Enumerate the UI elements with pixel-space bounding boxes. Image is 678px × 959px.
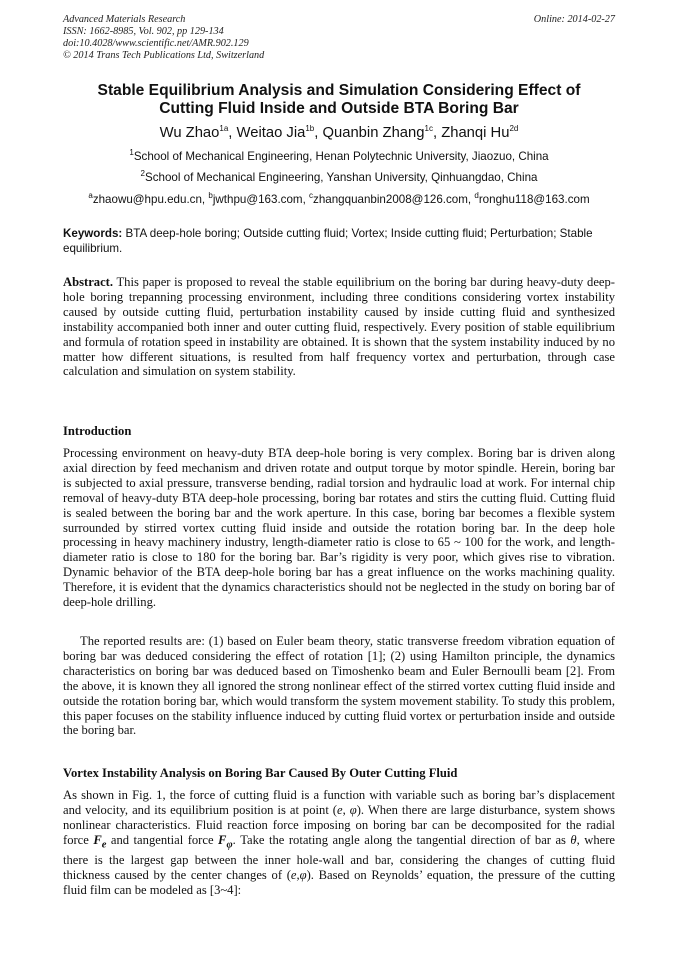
section-heading-introduction: Introduction bbox=[63, 424, 132, 438]
vortex-paragraph-1: As shown in Fig. 1, the force of cutting fluid is a function with variable such as boring bar’s displacement and velocity, and its equilibrium position is at point (e, φ). When there are large disturbance, system shows nonlinear characteristics. Fluid reaction force imposing on boring bar can be decomposited for the radial force $F_e$ and tangential force $F_\varphi$. Take the rotating angle along the tangential direction of bar as θ, where there is the largest gap between the inner hole-wall and bar, considering the changes of cutting fluid thickness caused by the center changes of (e,φ). Based on Reynolds’ equation, the pressure of the cutting fluid film can be modeled as [3~4]: bbox=[63, 788, 615, 897]
intro-paragraph-1: Processing environment on heavy-duty BTA deep-hole boring is very complex. Boring bar is driven along axial direction by feed mechanism and driven rotate and output torque by motor spindle. Herein, boring bar is subjected to axial pressure, transverse bending, radial torsion and hydraulic load at work. For internal chip removal of heavy-duty BTA deep-hole processing, boring bar rotates and stirs the cutting fluid. Cutting fluid is sealed between the boring bar and the work aperture. In this case, boring bar becomes a flexible system surrounded by stirred vortex cutting fluid inside and outside the rotation boring bar. In the deep hole processing in heavy machinery industry, length-diameter ratio is close to 65 ~ 100 for the work, and length-diameter ratio is close to 180 for the boring bar. Bar’s rigidity is very poor, which gives rise to vibration. Dynamic behavior of the BTA deep-hole boring bar has a great influence on the works machining quality. Therefore, it is evident that the dynamics characteristics should not be neglected in the study on boring bar of deep-hole drilling. bbox=[63, 446, 615, 610]
author: Quanbin Zhang bbox=[322, 125, 425, 141]
journal-name: Advanced Materials Research bbox=[63, 14, 186, 25]
email-link[interactable]: jwthpu@163.com, bbox=[212, 193, 310, 206]
abstract-label: Abstract. bbox=[63, 275, 114, 289]
author: Wu Zhao bbox=[159, 125, 220, 141]
running-header bbox=[63, 14, 615, 62]
author: Weitao Jia bbox=[236, 125, 306, 141]
doi-line: doi:10.4028/www.scientific.net/AMR.902.129 bbox=[63, 38, 249, 49]
section-heading-vortex: Vortex Instability Analysis on Boring Bar Caused By Outer Cutting Fluid bbox=[63, 766, 458, 780]
online-date: Online: 2014-02-27 bbox=[533, 14, 615, 25]
keywords-label: Keywords: bbox=[63, 227, 123, 240]
email-link[interactable]: zhangquanbin2008@126.com, bbox=[313, 193, 475, 206]
keywords-text: BTA deep-hole boring; Outside cutting fluid; Vortex; Inside cutting fluid; Perturbation; Stable equilibrium. bbox=[63, 227, 593, 255]
keywords bbox=[63, 226, 615, 256]
author-list: Wu Zhao$^{1a}$, Weitao Jia$^{1b}$, Quanbin Zhang$^{1c}$, Zhanqi $Hu^{2d}$ bbox=[159, 124, 519, 141]
abstract bbox=[63, 275, 615, 379]
issn-line: ISSN: 1662-8985, Vol. 902, pp 129-134 bbox=[63, 26, 224, 37]
affiliation-1: $^1$School of Mechanical Engineering, Henan Polytechnic University, Jiaozuo, China bbox=[129, 148, 549, 163]
email-link[interactable]: zhaowu@hpu.edu.cn, bbox=[92, 193, 209, 206]
intro-paragraph-2: The reported results are: (1) based on Euler beam theory, static transverse freedom vibration equation of boring bar was deduced considering the effect of rotation [1]; (2) using Hamilton principle, the dynamics characteristics on boring bar was deduced based on Timoshenko beam and Euler Bernoulli beam [2]. From the above, it is known they all ignored the strong nonlinear effect of the stirred vortex cutting fluid inside and outside the rotation boring bar, which would transform the system movement stability. To study this problem, this paper focuses on the stability influence induced by cutting fluid vortex or perturbation inside and outside the boring bar. bbox=[63, 634, 615, 738]
abstract-text: This paper is proposed to reveal the stable equilibrium on the boring bar during heavy-duty deep-hole boring trepanning processing environment, including three conditions considering vortex instability caused by outside cutting fluid, perturbation instability caused by inside cutting fluid and synthesized instability accompanied both inner and outer cutting fluid, respectively. Every position of stable equilibrium and formula of rotation speed in instability are obtained. It is shown that the system instability induced by no matter how different situations, is resulted from half frequency vortex and perturbation, through case calculation and simulation on system stability. bbox=[63, 275, 615, 379]
paper-title: Stable Equilibrium Analysis and Simulation Considering Effect of Cutting Fluid Inside and Outside BTA Boring Bar bbox=[97, 82, 581, 117]
affiliation-2: $^2$School of Mechanical Engineering, Yanshan University, Qinhuangdao, China bbox=[140, 169, 538, 184]
author: Zhanqi Hu bbox=[441, 125, 510, 141]
copyright-line: © 2014 Trans Tech Publications Ltd, Switzerland bbox=[63, 50, 265, 61]
email-list: $^a$zhaowu@hpu.edu.cn, $^b$jwthpu@163.com, $^c$zhangquanbin2008@126.com, $^d$ronghu118@163.com bbox=[88, 191, 590, 206]
email-link[interactable]: ronghu118@163.com bbox=[478, 193, 590, 206]
